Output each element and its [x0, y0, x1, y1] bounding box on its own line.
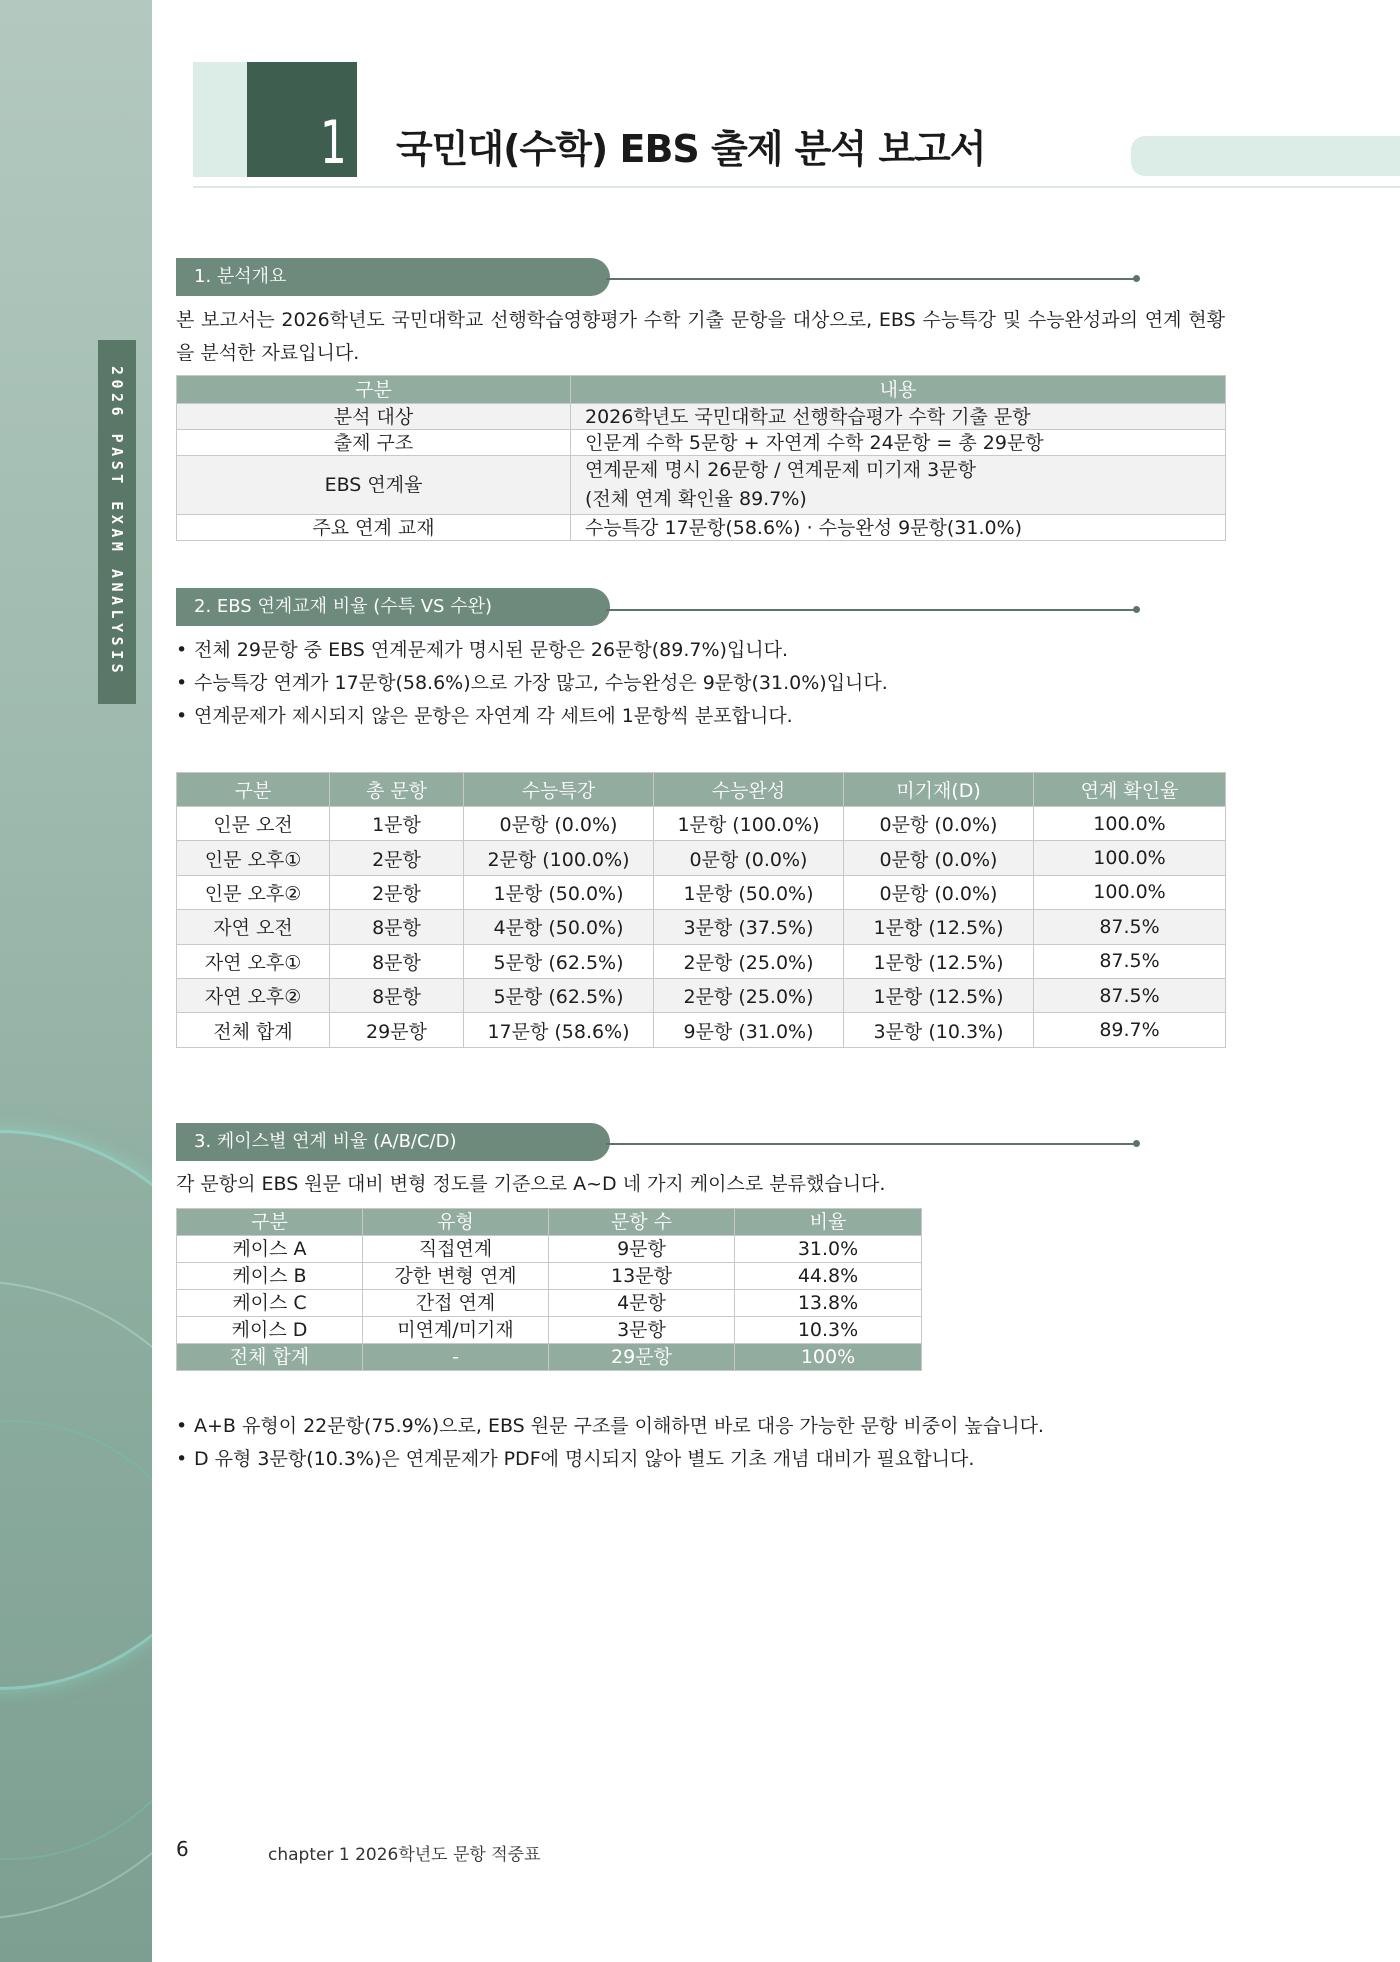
table-cell: 0문항 (0.0%) — [844, 841, 1034, 875]
table-cell: 2문항 — [330, 841, 464, 875]
section-1-heading: 1. 분석개요 — [176, 258, 610, 296]
column-header: 수능특강 — [464, 773, 654, 807]
table-row — [177, 1317, 922, 1344]
section-3-rule-dot — [1133, 1140, 1140, 1147]
table-row — [177, 430, 1226, 456]
table-cell: 2문항 (25.0%) — [654, 978, 844, 1012]
table-cell: 전체 합계 — [177, 1013, 330, 1047]
section-1-intro: 본 보고서는 2026학년도 국민대학교 선행학습영향평가 수학 기출 문항을 대상으로, EBS 수능특강 및 수능완성과의 연계 현황을 분석한 자료입니다. — [176, 309, 1225, 364]
table-cell: 케이스 B — [177, 1263, 363, 1290]
column-header: 내용 — [571, 376, 1226, 404]
column-header: 유형 — [363, 1209, 549, 1236]
vertical-series-label — [98, 340, 136, 704]
bullet-item: • 수능특강 연계가 17문항(58.6%)으로 가장 많고, 수능완성은 9문항(31.0%)입니다. — [176, 672, 888, 694]
table-cell: 9문항 (31.0%) — [654, 1013, 844, 1047]
bullet-item: • A+B 유형이 22문항(75.9%)으로, EBS 원문 구조를 이해하면 바로 대응 가능한 문항 비중이 높습니다. — [176, 1415, 1044, 1437]
table-cell: 2문항 — [330, 875, 464, 909]
table-cell: 전체 합계 — [177, 1344, 363, 1371]
table-cell: 0문항 (0.0%) — [464, 807, 654, 841]
table-header-row — [177, 376, 1226, 404]
table-cell: 인문 오후① — [177, 841, 330, 875]
column-header: 총 문항 — [330, 773, 464, 807]
case-ratio-table — [176, 1208, 922, 1371]
table-cell: 강한 변형 연계 — [363, 1263, 549, 1290]
table-cell: 3문항 (10.3%) — [844, 1013, 1034, 1047]
table-cell: 10.3% — [735, 1317, 922, 1344]
table-cell: 3문항 (37.5%) — [654, 910, 844, 944]
table-cell: 1문항 (12.5%) — [844, 944, 1034, 978]
column-header: 미기재(D) — [844, 773, 1034, 807]
table-cell: 1문항 (12.5%) — [844, 910, 1034, 944]
table-cell: 89.7% — [1034, 1013, 1226, 1047]
row-content: 인문계 수학 5문항 + 자연계 수학 24문항 = 총 29문항 — [571, 430, 1226, 456]
table-header-row — [177, 1209, 922, 1236]
table-cell: 87.5% — [1034, 978, 1226, 1012]
table-cell: 8문항 — [330, 910, 464, 944]
column-header: 수능완성 — [654, 773, 844, 807]
chapter-number: 1 — [320, 108, 347, 178]
table-cell: 케이스 C — [177, 1290, 363, 1317]
table-cell: 13문항 — [549, 1263, 735, 1290]
section-2-rule — [606, 609, 1136, 611]
table-row — [177, 807, 1226, 841]
table-cell: 3문항 — [549, 1317, 735, 1344]
row-label: 출제 구조 — [177, 430, 571, 456]
table-cell: 29문항 — [330, 1013, 464, 1047]
table-cell: 100% — [735, 1344, 922, 1371]
table-cell: 44.8% — [735, 1263, 922, 1290]
table-cell: 29문항 — [549, 1344, 735, 1371]
table-cell: 1문항 (100.0%) — [654, 807, 844, 841]
table-row — [177, 978, 1226, 1012]
table-row — [177, 456, 1226, 515]
table-cell: 100.0% — [1034, 841, 1226, 875]
table-row — [177, 1236, 922, 1263]
table-cell: 4문항 — [549, 1290, 735, 1317]
table-cell: 4문항 (50.0%) — [464, 910, 654, 944]
column-header: 구분 — [177, 773, 330, 807]
row-content-line: 연계문제 명시 26문항 / 연계문제 미기재 3문항 — [585, 459, 976, 481]
table-cell: 인문 오후② — [177, 875, 330, 909]
section-1-rule-dot — [1133, 275, 1140, 282]
table-cell: 9문항 — [549, 1236, 735, 1263]
table-cell: 간접 연계 — [363, 1290, 549, 1317]
table-cell: 100.0% — [1034, 807, 1226, 841]
overview-table — [176, 375, 1226, 541]
decorative-swirl — [0, 1420, 152, 1860]
table-cell: 케이스 A — [177, 1236, 363, 1263]
table-row — [177, 875, 1226, 909]
row-content: 수능특강 17문항(58.6%) · 수능완성 9문항(31.0%) — [571, 515, 1226, 541]
table-row — [177, 910, 1226, 944]
table-header-row — [177, 773, 1226, 807]
table-cell: 자연 오전 — [177, 910, 330, 944]
table-cell: 직접연계 — [363, 1236, 549, 1263]
row-content: 2026학년도 국민대학교 선행학습평가 수학 기출 문항 — [571, 404, 1226, 430]
footer-chapter-label: chapter 1 2026학년도 문항 적중표 — [268, 1845, 541, 1865]
section-3-intro: 각 문항의 EBS 원문 대비 변형 정도를 기준으로 A~D 네 가지 케이스로 분류했습니다. — [176, 1173, 886, 1195]
table-cell: 2문항 (25.0%) — [654, 944, 844, 978]
table-row — [177, 1290, 922, 1317]
section-2-bullets — [176, 634, 1176, 733]
table-cell: 미연계/미기재 — [363, 1317, 549, 1344]
row-label: 주요 연계 교재 — [177, 515, 571, 541]
column-header: 문항 수 — [549, 1209, 735, 1236]
table-cell: 17문항 (58.6%) — [464, 1013, 654, 1047]
table-cell: 인문 오전 — [177, 807, 330, 841]
section-2-rule-dot — [1133, 606, 1140, 613]
row-content — [571, 456, 1226, 515]
row-label: EBS 연계율 — [177, 456, 571, 515]
table-row — [177, 841, 1226, 875]
table-cell: 0문항 (0.0%) — [654, 841, 844, 875]
column-header: 연계 확인율 — [1034, 773, 1226, 807]
table-cell: 케이스 D — [177, 1317, 363, 1344]
table-cell: 8문항 — [330, 978, 464, 1012]
row-label: 분석 대상 — [177, 404, 571, 430]
section-3-bullets — [176, 1410, 1176, 1476]
table-cell: 31.0% — [735, 1236, 922, 1263]
table-cell: 5문항 (62.5%) — [464, 944, 654, 978]
table-row — [177, 404, 1226, 430]
page-number: 6 — [176, 1837, 189, 1861]
section-3-rule — [606, 1143, 1136, 1145]
table-cell: 87.5% — [1034, 910, 1226, 944]
section-3-heading: 3. 케이스별 연계 비율 (A/B/C/D) — [176, 1123, 610, 1161]
table-total-row — [177, 1344, 922, 1371]
bullet-item: • 연계문제가 제시되지 않은 문항은 자연계 각 세트에 1문항씩 분포합니다. — [176, 705, 793, 727]
table-row — [177, 515, 1226, 541]
table-row — [177, 1013, 1226, 1047]
bullet-item: • 전체 29문항 중 EBS 연계문제가 명시된 문항은 26문항(89.7%)입니다. — [176, 639, 789, 661]
table-cell: 자연 오후① — [177, 944, 330, 978]
section-2-heading: 2. EBS 연계교재 비율 (수특 VS 수완) — [176, 588, 610, 626]
header-divider — [193, 186, 1400, 188]
section-1-rule — [606, 278, 1136, 280]
table-cell: 1문항 (12.5%) — [844, 978, 1034, 1012]
page-title: 국민대(수학) EBS 출제 분석 보고서 — [396, 127, 986, 171]
column-header: 구분 — [177, 1209, 363, 1236]
table-cell: 1문항 (50.0%) — [654, 875, 844, 909]
table-cell: 5문항 (62.5%) — [464, 978, 654, 1012]
table-cell: 0문항 (0.0%) — [844, 807, 1034, 841]
row-content-line: (전체 연계 확인율 89.7%) — [585, 488, 807, 510]
chapter-header-accent — [193, 62, 251, 177]
table-cell: 0문항 (0.0%) — [844, 875, 1034, 909]
table-cell: 1문항 (50.0%) — [464, 875, 654, 909]
column-header: 구분 — [177, 376, 571, 404]
vertical-series-text: 2026 PAST EXAM ANALYSIS — [108, 366, 126, 678]
header-decor-pill — [1131, 136, 1400, 176]
table-cell: 1문항 — [330, 807, 464, 841]
table-cell: 13.8% — [735, 1290, 922, 1317]
table-cell: 자연 오후② — [177, 978, 330, 1012]
table-row — [177, 1263, 922, 1290]
table-cell: 87.5% — [1034, 944, 1226, 978]
ebs-ratio-table — [176, 772, 1226, 1048]
table-cell: 100.0% — [1034, 875, 1226, 909]
column-header: 비율 — [735, 1209, 922, 1236]
table-cell: 2문항 (100.0%) — [464, 841, 654, 875]
table-cell: 8문항 — [330, 944, 464, 978]
table-cell: - — [363, 1344, 549, 1371]
side-band — [0, 0, 152, 1962]
bullet-item: • D 유형 3문항(10.3%)은 연계문제가 PDF에 명시되지 않아 별도 기초 개념 대비가 필요합니다. — [176, 1448, 975, 1470]
table-row — [177, 944, 1226, 978]
